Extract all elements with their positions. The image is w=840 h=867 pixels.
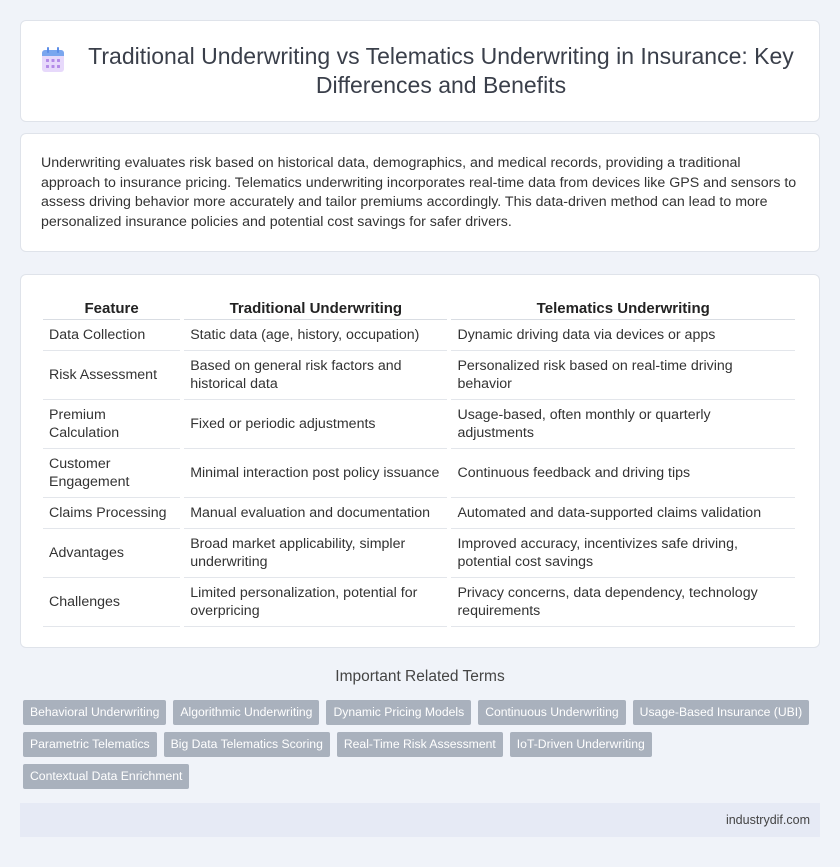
table-cell-feature: Advantages <box>43 529 180 578</box>
table-cell-traditional: Minimal interaction post policy issuance <box>184 449 447 498</box>
table-cell-feature: Premium Calculation <box>43 400 180 449</box>
term-tag[interactable]: Dynamic Pricing Models <box>326 700 471 725</box>
table-row <box>43 351 795 400</box>
table-row <box>43 320 795 351</box>
comparison-table-card <box>20 274 820 648</box>
term-tag[interactable]: Contextual Data Enrichment <box>23 764 189 789</box>
table-cell-telematics: Dynamic driving data via devices or apps <box>451 320 795 351</box>
column-header-feature: Feature <box>43 295 180 320</box>
comparison-table <box>39 295 799 627</box>
column-header-telematics: Telematics Underwriting <box>451 295 795 320</box>
term-tag[interactable]: IoT-Driven Underwriting <box>510 732 652 757</box>
table-header-row <box>43 295 795 320</box>
table-row <box>43 449 795 498</box>
page-title: Traditional Underwriting vs Telematics Underwriting in Insurance: Key Differences and Benefits <box>88 43 794 98</box>
table-cell-feature: Customer Engagement <box>43 449 180 498</box>
table-cell-telematics: Improved accuracy, incentivizes safe driving, potential cost savings <box>451 529 795 578</box>
term-tag[interactable]: Real-Time Risk Assessment <box>337 732 503 757</box>
table-cell-feature: Challenges <box>43 578 180 627</box>
related-terms-list <box>23 700 823 796</box>
intro-card <box>20 133 820 252</box>
footer-site-link[interactable]: industrydif.com <box>725 813 810 827</box>
term-tag[interactable]: Continuous Underwriting <box>478 700 625 725</box>
table-cell-telematics: Continuous feedback and driving tips <box>451 449 795 498</box>
table-cell-traditional: Limited personalization, potential for overpricing <box>184 578 447 627</box>
table-cell-traditional: Manual evaluation and documentation <box>184 498 447 529</box>
term-tag[interactable]: Parametric Telematics <box>23 732 157 757</box>
table-cell-traditional: Broad market applicability, simpler underwriting <box>184 529 447 578</box>
intro-paragraph: Underwriting evaluates risk based on historical data, demographics, and medical records, providing a traditional approach to insurance pricing. Telematics underwriting incorporates real-time data from devices like GPS and sensors to assess driving behavior more accurately and tailor premiums accordingly. This data-driven method can lead to more personalized insurance policies and potential cost savings for safer drivers. <box>41 155 797 230</box>
table-cell-feature: Risk Assessment <box>43 351 180 400</box>
table-cell-traditional: Fixed or periodic adjustments <box>184 400 447 449</box>
table-cell-telematics: Privacy concerns, data dependency, technology requirements <box>451 578 795 627</box>
table-cell-feature: Data Collection <box>43 320 180 351</box>
table-cell-telematics: Automated and data-supported claims validation <box>451 498 795 529</box>
table-cell-telematics: Personalized risk based on real-time driving behavior <box>451 351 795 400</box>
term-tag[interactable]: Behavioral Underwriting <box>23 700 166 725</box>
term-tag[interactable]: Usage-Based Insurance (UBI) <box>633 700 810 725</box>
term-tag[interactable]: Big Data Telematics Scoring <box>164 732 330 757</box>
footer <box>20 803 820 837</box>
related-terms-title: Important Related Terms <box>335 668 505 685</box>
term-tag[interactable]: Algorithmic Underwriting <box>173 700 319 725</box>
table-cell-feature: Claims Processing <box>43 498 180 529</box>
table-row <box>43 400 795 449</box>
table-row <box>43 529 795 578</box>
table-cell-traditional: Based on general risk factors and historical data <box>184 351 447 400</box>
table-cell-traditional: Static data (age, history, occupation) <box>184 320 447 351</box>
calendar-icon <box>41 47 65 73</box>
header-card <box>20 20 820 122</box>
table-cell-telematics: Usage-based, often monthly or quarterly adjustments <box>451 400 795 449</box>
column-header-traditional: Traditional Underwriting <box>184 295 447 320</box>
table-row <box>43 578 795 627</box>
table-row <box>43 498 795 529</box>
